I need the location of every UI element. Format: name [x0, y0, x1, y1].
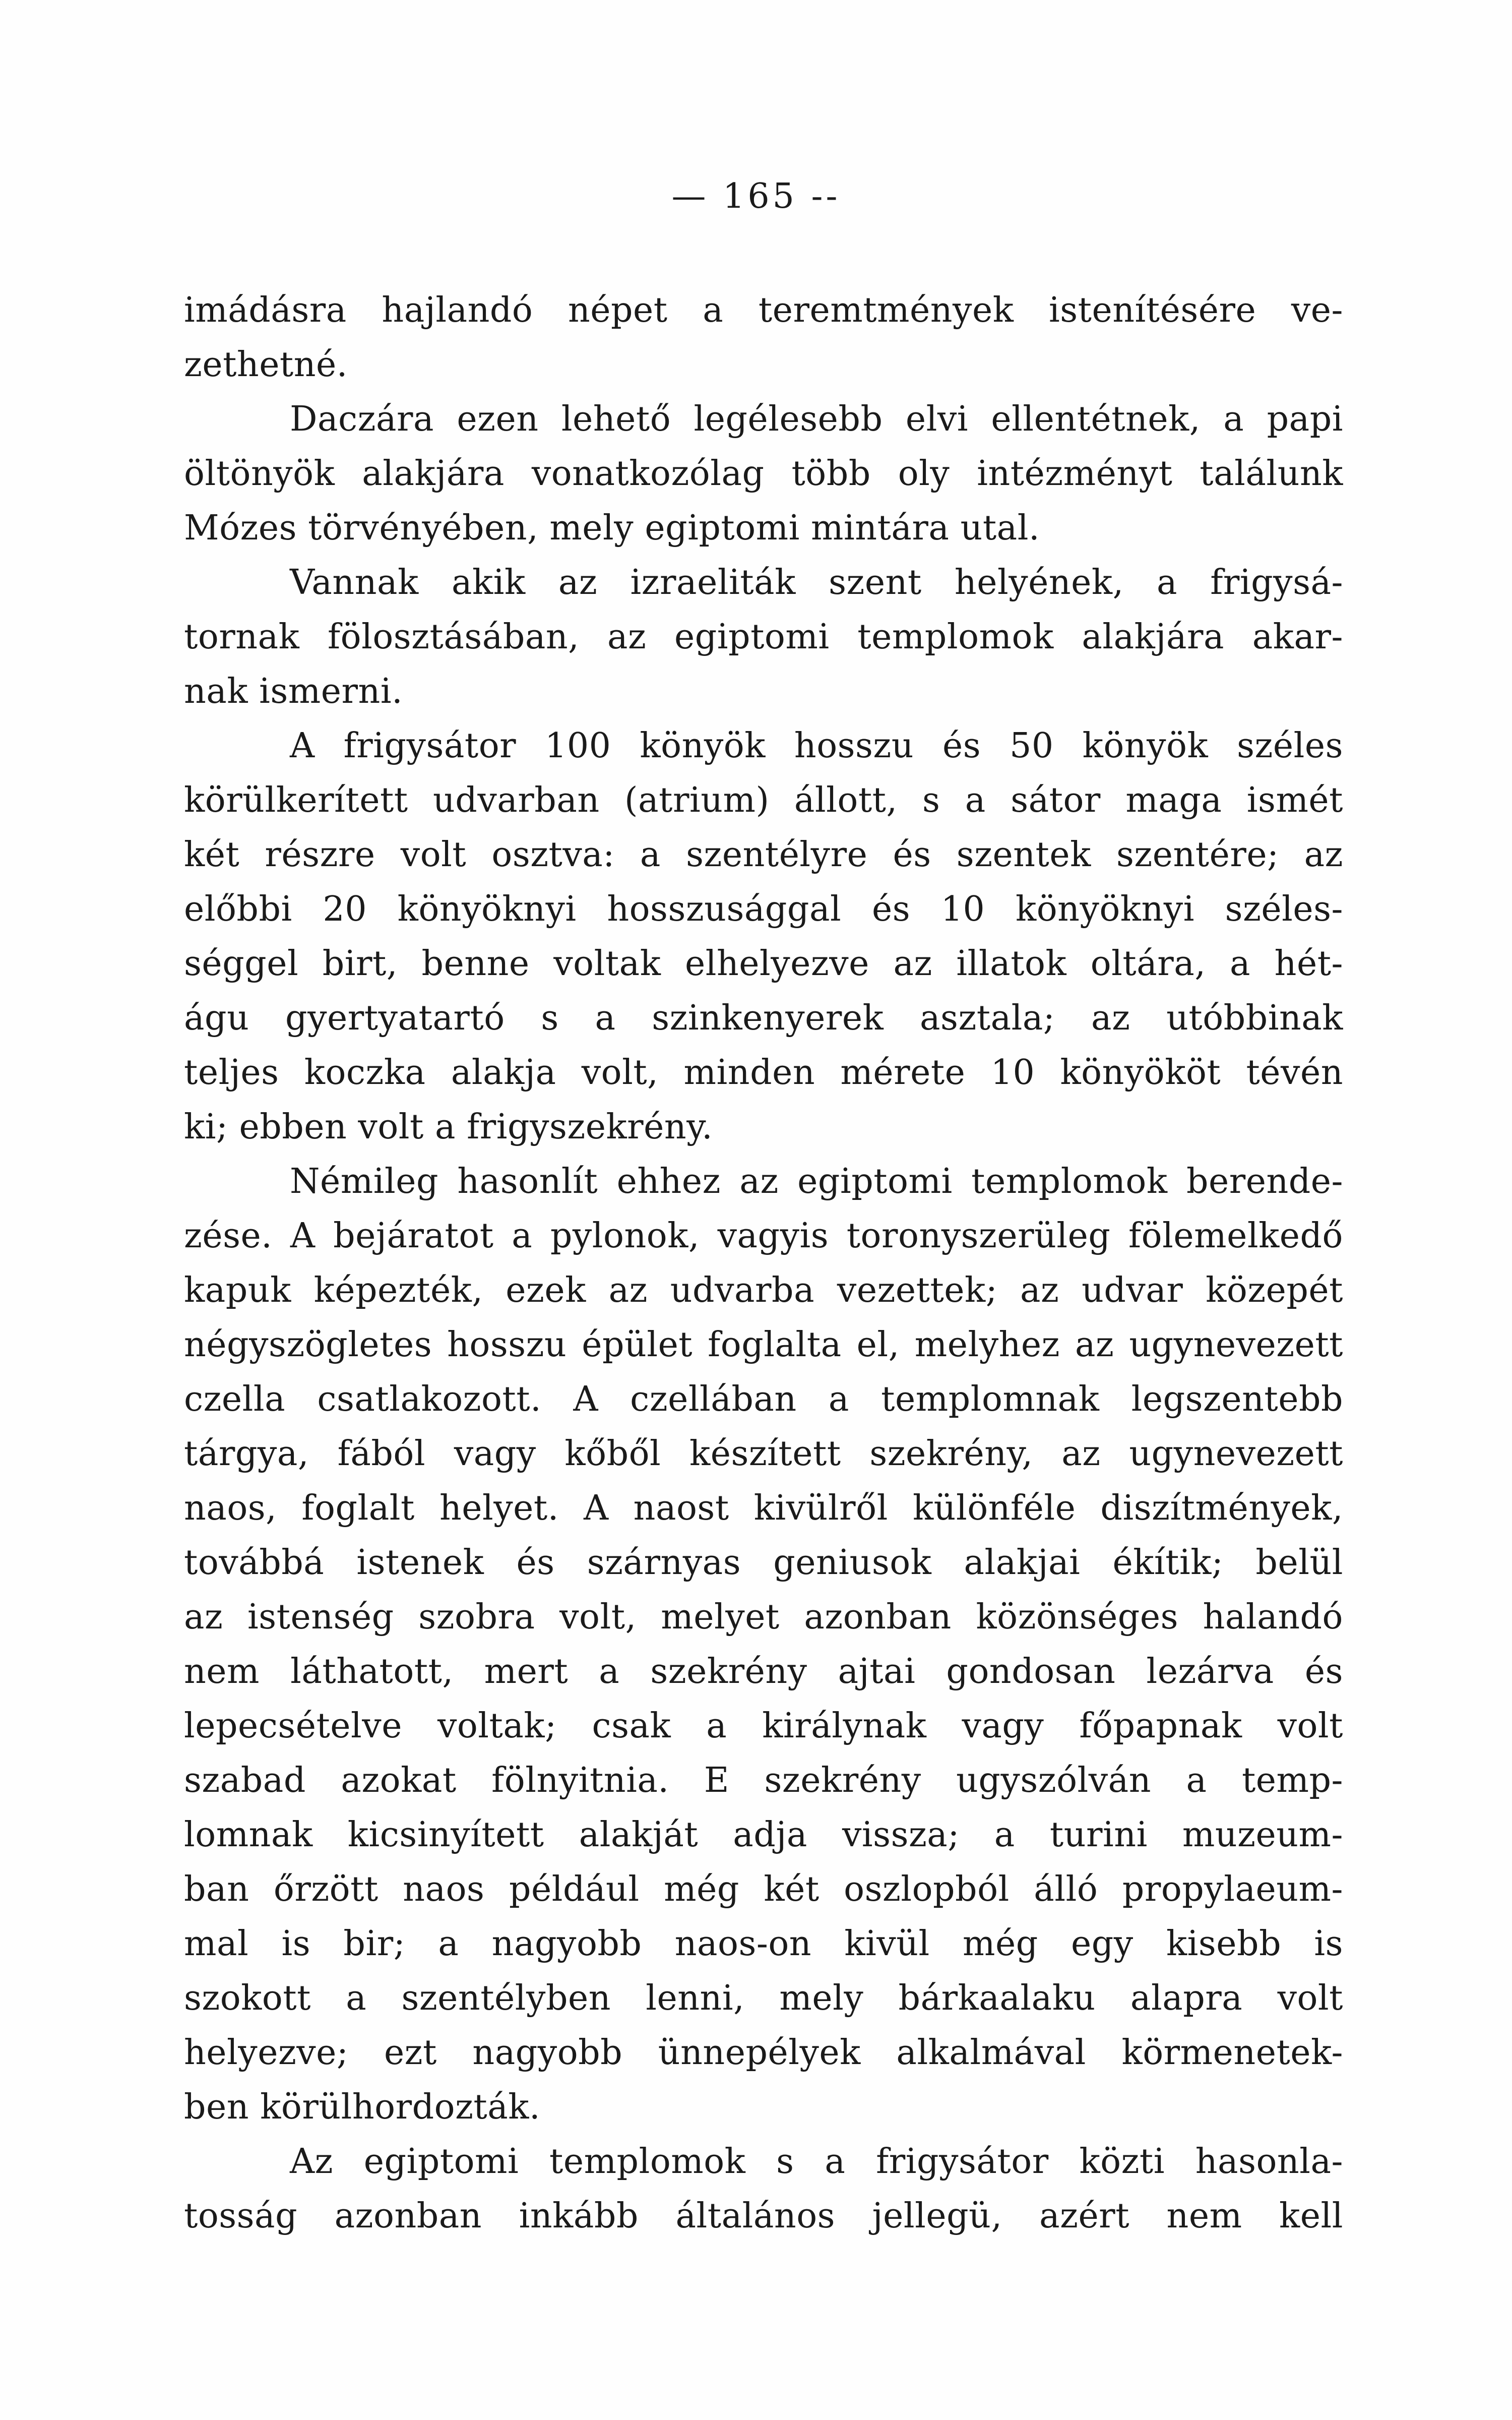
- text-line: imádásra hajlandó népet a teremtmények istenítésére ve-: [184, 290, 1343, 330]
- text-line: Mózes törvényében, mely egiptomi mintára utal.: [184, 508, 1040, 548]
- text-line: továbbá istenek és szárnyas geniusok alakjai ékítik; belül: [184, 1543, 1343, 1583]
- text-line: szabad azokat fölnyitnia. E szekrény ugyszólván a temp-: [184, 1761, 1343, 1800]
- text-line: tosság azonban inkább általános jellegü, azért nem kell: [184, 2196, 1343, 2236]
- page-number: — 165 --: [671, 176, 841, 216]
- text-line: lomnak kicsinyített alakját adja vissza; a turini muzeum-: [184, 1815, 1343, 1855]
- text-line: Vannak akik az izraeliták szent helyének, a frigysá-: [290, 563, 1343, 602]
- body-text: [184, 283, 1343, 2244]
- text-line: lepecsételve voltak; csak a királynak vagy főpapnak volt: [184, 1706, 1343, 1746]
- text-line: A frigysátor 100 könyök hosszu és 50 könyök széles: [290, 726, 1343, 766]
- text-line: Némileg hasonlít ehhez az egiptomi templomok berende-: [290, 1162, 1343, 1201]
- text-line: águ gyertyatartó s a szinkenyerek asztala; az utóbbinak: [184, 998, 1343, 1038]
- text-line: kapuk képezték, ezek az udvarba vezettek; az udvar közepét: [184, 1270, 1343, 1310]
- text-line: tornak fölosztásában, az egiptomi templomok alakjára akar-: [184, 617, 1343, 657]
- text-line: mal is bir; a nagyobb naos-on kivül még egy kisebb is: [184, 1924, 1343, 1964]
- text-line: ban őrzött naos például még két oszlopból álló propylaeum-: [184, 1869, 1343, 1909]
- text-line: két részre volt osztva: a szentélyre és szentek szentére; az: [184, 835, 1343, 875]
- text-line: szokott a szentélyben lenni, mely bárkaalaku alapra volt: [184, 1978, 1343, 2018]
- text-line: czella csatlakozott. A czellában a templomnak legszentebb: [184, 1379, 1343, 1419]
- text-line: Daczára ezen lehető legélesebb elvi ellentétnek, a papi: [290, 399, 1343, 439]
- text-line: tárgya, fából vagy kőből készített szekrény, az ugynevezett: [184, 1434, 1343, 1474]
- text-line: előbbi 20 könyöknyi hosszusággal és 10 könyöknyi széles-: [184, 889, 1343, 929]
- text-line: négyszögletes hosszu épület foglalta el, melyhez az ugynevezett: [184, 1325, 1343, 1365]
- text-line: teljes koczka alakja volt, minden mérete 10 könyököt tévén: [184, 1053, 1343, 1093]
- text-line: séggel birt, benne voltak elhelyezve az illatok oltára, a hét-: [184, 944, 1343, 984]
- text-line: körülkerített udvarban (atrium) állott, s a sátor maga ismét: [184, 780, 1343, 820]
- text-line: Az egiptomi templomok s a frigysátor közti hasonla-: [290, 2142, 1343, 2182]
- text-line: naos, foglalt helyet. A naost kivülről különféle diszítmények,: [184, 1488, 1343, 1528]
- text-line: nak ismerni.: [184, 672, 403, 711]
- text-line: öltönyök alakjára vonatkozólag több oly intézményt találunk: [184, 454, 1343, 494]
- text-line: zethetné.: [184, 345, 348, 385]
- text-line: az istenség szobra volt, melyet azonban közönséges halandó: [184, 1597, 1343, 1637]
- text-line: zése. A bejáratot a pylonok, vagyis toronyszerüleg fölemelkedő: [184, 1216, 1343, 1256]
- text-line: nem láthatott, mert a szekrény ajtai gondosan lezárva és: [184, 1652, 1343, 1691]
- text-line: ki; ebben volt a frigyszekrény.: [184, 1107, 713, 1147]
- text-line: ben körülhordozták.: [184, 2087, 541, 2127]
- text-line: helyezve; ezt nagyobb ünnepélyek alkalmával körmenetek-: [184, 2033, 1343, 2073]
